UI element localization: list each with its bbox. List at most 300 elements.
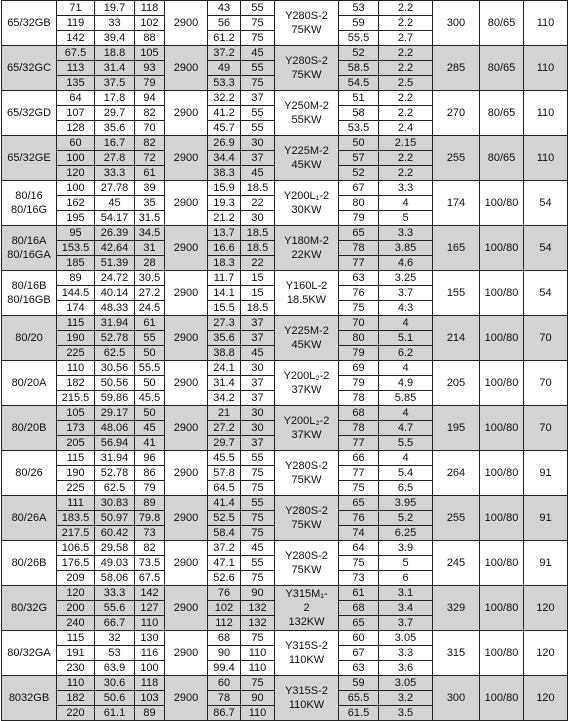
speed-cell: 2900	[165, 586, 208, 631]
flow-ls-cell: 26.39	[95, 226, 135, 241]
npshr-cell: 4	[379, 196, 433, 211]
table-row	[2, 541, 568, 556]
flow-m3h-cell: 225	[57, 481, 95, 496]
efficiency-cell: 63	[339, 271, 379, 286]
flow-ls-cell: 27.78	[95, 181, 135, 196]
motor-power-cell: 75	[241, 481, 275, 496]
npshr-cell: 2.2	[379, 1, 433, 16]
npshr-cell: 5.1	[379, 331, 433, 346]
motor-power-cell: 110	[241, 706, 275, 721]
flow-ls-cell: 52.78	[95, 466, 135, 481]
head-cell: 118	[135, 676, 165, 691]
npshr-cell: 4	[379, 406, 433, 421]
model-cell: 80/16 80/16G	[2, 181, 57, 226]
flow-ls-cell: 58.06	[95, 571, 135, 586]
flow-m3h-cell: 128	[57, 121, 95, 136]
npsh-cell: 195	[433, 406, 480, 451]
flow-ls-cell: 31.94	[95, 451, 135, 466]
flow-ls-cell: 29.17	[95, 406, 135, 421]
efficiency-cell: 68	[339, 601, 379, 616]
weight-cell: 91	[524, 496, 568, 541]
shaft-power-cell: 61.2	[208, 31, 241, 46]
shaft-power-cell: 34.4	[208, 151, 241, 166]
speed-cell: 2900	[165, 631, 208, 676]
motor-model-cell: Y225M-2 45KW	[275, 316, 339, 361]
efficiency-cell: 58.5	[339, 61, 379, 76]
model-cell: 80/20A	[2, 361, 57, 406]
npshr-cell: 4	[379, 451, 433, 466]
motor-power-cell: 18.5	[241, 226, 275, 241]
shaft-power-cell: 34.2	[208, 391, 241, 406]
head-cell: 34.5	[135, 226, 165, 241]
efficiency-cell: 65	[339, 616, 379, 631]
npsh-cell: 264	[433, 451, 480, 496]
inlet-outlet-cell: 100/80	[480, 271, 524, 316]
head-cell: 70	[135, 121, 165, 136]
flow-ls-cell: 61.1	[95, 706, 135, 721]
head-cell: 39	[135, 181, 165, 196]
npshr-cell: 4.9	[379, 376, 433, 391]
motor-power-cell: 132	[241, 616, 275, 631]
weight-cell: 54	[524, 226, 568, 271]
flow-m3h-cell: 190	[57, 331, 95, 346]
npsh-cell: 165	[433, 226, 480, 271]
motor-power-cell: 22	[241, 196, 275, 211]
speed-cell: 2900	[165, 496, 208, 541]
shaft-power-cell: 52.5	[208, 511, 241, 526]
npsh-cell: 315	[433, 631, 480, 676]
npshr-cell: 2.2	[379, 151, 433, 166]
shaft-power-cell: 43	[208, 1, 241, 16]
head-cell: 110	[135, 616, 165, 631]
motor-power-cell: 15	[241, 271, 275, 286]
efficiency-cell: 79	[339, 376, 379, 391]
inlet-outlet-cell: 100/80	[480, 406, 524, 451]
flow-m3h-cell: 113	[57, 61, 95, 76]
head-cell: 102	[135, 16, 165, 31]
motor-model-cell: Y280S-2 75KW	[275, 541, 339, 586]
npsh-cell: 300	[433, 1, 480, 46]
motor-model-cell: Y180M-2 22KW	[275, 226, 339, 271]
npshr-cell: 5	[379, 211, 433, 226]
speed-cell: 2900	[165, 1, 208, 46]
efficiency-cell: 70	[339, 316, 379, 331]
shaft-power-cell: 76	[208, 586, 241, 601]
flow-ls-cell: 66.7	[95, 616, 135, 631]
npshr-cell: 2.2	[379, 166, 433, 181]
flow-m3h-cell: 162	[57, 196, 95, 211]
weight-cell: 91	[524, 541, 568, 586]
shaft-power-cell: 49	[208, 61, 241, 76]
npsh-cell: 270	[433, 91, 480, 136]
npshr-cell: 2.2	[379, 16, 433, 31]
efficiency-cell: 79	[339, 346, 379, 361]
flow-ls-cell: 48.06	[95, 421, 135, 436]
shaft-power-cell: 29.7	[208, 436, 241, 451]
head-cell: 27.2	[135, 286, 165, 301]
speed-cell: 2900	[165, 136, 208, 181]
table-row	[2, 316, 568, 331]
flow-ls-cell: 33.3	[95, 586, 135, 601]
weight-cell: 110	[524, 1, 568, 46]
npshr-cell: 3.95	[379, 496, 433, 511]
motor-power-cell: 75	[241, 76, 275, 91]
efficiency-cell: 53	[339, 1, 379, 16]
model-cell: 80/16A 80/16GA	[2, 226, 57, 271]
motor-power-cell: 30	[241, 421, 275, 436]
efficiency-cell: 68	[339, 406, 379, 421]
flow-m3h-cell: 190	[57, 466, 95, 481]
shaft-power-cell: 86.7	[208, 706, 241, 721]
head-cell: 61	[135, 316, 165, 331]
npshr-cell: 4.3	[379, 301, 433, 316]
inlet-outlet-cell: 80/65	[480, 46, 524, 91]
npshr-cell: 6.5	[379, 481, 433, 496]
motor-power-cell: 132	[241, 601, 275, 616]
flow-ls-cell: 54.17	[95, 211, 135, 226]
flow-ls-cell: 60.42	[95, 526, 135, 541]
flow-m3h-cell: 240	[57, 616, 95, 631]
motor-power-cell: 55	[241, 1, 275, 16]
motor-power-cell: 18.5	[241, 241, 275, 256]
weight-cell: 120	[524, 676, 568, 721]
speed-cell: 2900	[165, 316, 208, 361]
shaft-power-cell: 21	[208, 406, 241, 421]
head-cell: 105	[135, 46, 165, 61]
npshr-cell: 2.7	[379, 31, 433, 46]
flow-m3h-cell: 142	[57, 31, 95, 46]
npshr-cell: 6.2	[379, 346, 433, 361]
efficiency-cell: 59	[339, 676, 379, 691]
head-cell: 82	[135, 541, 165, 556]
weight-cell: 110	[524, 136, 568, 181]
inlet-outlet-cell: 100/80	[480, 226, 524, 271]
flow-m3h-cell: 100	[57, 151, 95, 166]
head-cell: 130	[135, 631, 165, 646]
shaft-power-cell: 99.4	[208, 661, 241, 676]
shaft-power-cell: 53.3	[208, 76, 241, 91]
efficiency-cell: 67	[339, 646, 379, 661]
speed-cell: 2900	[165, 181, 208, 226]
npsh-cell: 255	[433, 496, 480, 541]
head-cell: 35	[135, 196, 165, 211]
table-row	[2, 46, 568, 61]
flow-m3h-cell: 60	[57, 136, 95, 151]
flow-ls-cell: 35.6	[95, 121, 135, 136]
motor-model-cell: Y315S-2 110KW	[275, 676, 339, 721]
head-cell: 142	[135, 586, 165, 601]
inlet-outlet-cell: 100/80	[480, 361, 524, 406]
motor-power-cell: 37	[241, 331, 275, 346]
motor-power-cell: 90	[241, 586, 275, 601]
efficiency-cell: 52	[339, 166, 379, 181]
weight-cell: 91	[524, 451, 568, 496]
motor-power-cell: 37	[241, 151, 275, 166]
motor-power-cell: 110	[241, 661, 275, 676]
motor-model-cell: Y200L₂-2 37KW	[275, 361, 339, 406]
shaft-power-cell: 16.6	[208, 241, 241, 256]
motor-power-cell: 45	[241, 541, 275, 556]
speed-cell: 2900	[165, 271, 208, 316]
efficiency-cell: 67	[339, 181, 379, 196]
efficiency-cell: 73	[339, 571, 379, 586]
npshr-cell: 2.4	[379, 121, 433, 136]
npshr-cell: 3.7	[379, 286, 433, 301]
head-cell: 45	[135, 421, 165, 436]
weight-cell: 120	[524, 631, 568, 676]
inlet-outlet-cell: 100/80	[480, 631, 524, 676]
motor-power-cell: 55	[241, 451, 275, 466]
speed-cell: 2900	[165, 46, 208, 91]
flow-m3h-cell: 71	[57, 1, 95, 16]
flow-ls-cell: 17.8	[95, 91, 135, 106]
flow-m3h-cell: 135	[57, 76, 95, 91]
motor-model-cell: Y280S-2 75KW	[275, 46, 339, 91]
speed-cell: 2900	[165, 91, 208, 136]
head-cell: 100	[135, 661, 165, 676]
head-cell: 55	[135, 331, 165, 346]
flow-m3h-cell: 217.5	[57, 526, 95, 541]
efficiency-cell: 80	[339, 331, 379, 346]
motor-model-cell: Y200L₂-2 37KW	[275, 406, 339, 451]
efficiency-cell: 53.5	[339, 121, 379, 136]
efficiency-cell: 52	[339, 46, 379, 61]
shaft-power-cell: 14.1	[208, 286, 241, 301]
npshr-cell: 3.25	[379, 271, 433, 286]
flow-m3h-cell: 230	[57, 661, 95, 676]
flow-ls-cell: 50.56	[95, 376, 135, 391]
npshr-cell: 6.25	[379, 526, 433, 541]
table-row	[2, 586, 568, 601]
shaft-power-cell: 32.2	[208, 91, 241, 106]
npshr-cell: 2.2	[379, 46, 433, 61]
weight-cell: 70	[524, 316, 568, 361]
head-cell: 50	[135, 346, 165, 361]
shaft-power-cell: 78	[208, 691, 241, 706]
flow-ls-cell: 30.56	[95, 361, 135, 376]
motor-model-cell: Y200L₁-2 30KW	[275, 181, 339, 226]
model-cell: 65/32GE	[2, 136, 57, 181]
shaft-power-cell: 52.6	[208, 571, 241, 586]
motor-power-cell: 45	[241, 46, 275, 61]
npshr-cell: 3.1	[379, 586, 433, 601]
inlet-outlet-cell: 80/65	[480, 91, 524, 136]
head-cell: 79	[135, 76, 165, 91]
table-row	[2, 631, 568, 646]
npshr-cell: 4.7	[379, 421, 433, 436]
speed-cell: 2900	[165, 676, 208, 721]
shaft-power-cell: 41.2	[208, 106, 241, 121]
flow-m3h-cell: 105	[57, 406, 95, 421]
flow-ls-cell: 33	[95, 16, 135, 31]
motor-power-cell: 55	[241, 556, 275, 571]
head-cell: 55.5	[135, 361, 165, 376]
flow-ls-cell: 31.4	[95, 61, 135, 76]
model-cell: 65/32GC	[2, 46, 57, 91]
model-cell: 65/32GD	[2, 91, 57, 136]
npshr-cell: 5	[379, 556, 433, 571]
flow-ls-cell: 62.5	[95, 346, 135, 361]
flow-ls-cell: 50.6	[95, 691, 135, 706]
flow-m3h-cell: 144.5	[57, 286, 95, 301]
efficiency-cell: 80	[339, 196, 379, 211]
motor-power-cell: 15	[241, 286, 275, 301]
motor-power-cell: 75	[241, 511, 275, 526]
npshr-cell: 4	[379, 361, 433, 376]
npshr-cell: 3.3	[379, 181, 433, 196]
shaft-power-cell: 45.5	[208, 451, 241, 466]
head-cell: 79	[135, 481, 165, 496]
flow-m3h-cell: 176.5	[57, 556, 95, 571]
flow-m3h-cell: 200	[57, 601, 95, 616]
table-row	[2, 496, 568, 511]
head-cell: 93	[135, 61, 165, 76]
efficiency-cell: 65	[339, 226, 379, 241]
motor-power-cell: 18.5	[241, 301, 275, 316]
efficiency-cell: 77	[339, 466, 379, 481]
motor-power-cell: 30	[241, 136, 275, 151]
shaft-power-cell: 45.7	[208, 121, 241, 136]
efficiency-cell: 61	[339, 586, 379, 601]
table-row	[2, 361, 568, 376]
npsh-cell: 329	[433, 586, 480, 631]
inlet-outlet-cell: 100/80	[480, 451, 524, 496]
table-row	[2, 271, 568, 286]
motor-model-cell: Y280S-2 75KW	[275, 496, 339, 541]
shaft-power-cell: 38.8	[208, 346, 241, 361]
shaft-power-cell: 41.4	[208, 496, 241, 511]
efficiency-cell: 76	[339, 286, 379, 301]
flow-m3h-cell: 205	[57, 436, 95, 451]
shaft-power-cell: 90	[208, 646, 241, 661]
flow-m3h-cell: 67.5	[57, 46, 95, 61]
motor-power-cell: 30	[241, 361, 275, 376]
npsh-cell: 300	[433, 676, 480, 721]
shaft-power-cell: 27.3	[208, 316, 241, 331]
model-cell: 80/32G	[2, 586, 57, 631]
shaft-power-cell: 13.7	[208, 226, 241, 241]
weight-cell: 110	[524, 91, 568, 136]
flow-ls-cell: 24.72	[95, 271, 135, 286]
motor-model-cell: Y315M₁- 2 132KW	[275, 586, 339, 631]
flow-ls-cell: 63.9	[95, 661, 135, 676]
npshr-cell: 3.6	[379, 661, 433, 676]
motor-power-cell: 37	[241, 436, 275, 451]
shaft-power-cell: 19.3	[208, 196, 241, 211]
npsh-cell: 174	[433, 181, 480, 226]
flow-ls-cell: 16.7	[95, 136, 135, 151]
shaft-power-cell: 11.7	[208, 271, 241, 286]
efficiency-cell: 60	[339, 631, 379, 646]
motor-model-cell: Y315S-2 110KW	[275, 631, 339, 676]
efficiency-cell: 69	[339, 361, 379, 376]
flow-m3h-cell: 120	[57, 166, 95, 181]
efficiency-cell: 75	[339, 301, 379, 316]
head-cell: 73.5	[135, 556, 165, 571]
shaft-power-cell: 112	[208, 616, 241, 631]
flow-ls-cell: 56.94	[95, 436, 135, 451]
model-cell: 80/20	[2, 316, 57, 361]
flow-m3h-cell: 182	[57, 376, 95, 391]
flow-ls-cell: 30.6	[95, 676, 135, 691]
spec-table-body	[2, 1, 568, 721]
npsh-cell: 285	[433, 46, 480, 91]
flow-m3h-cell: 111	[57, 496, 95, 511]
npshr-cell: 3.2	[379, 691, 433, 706]
efficiency-cell: 65	[339, 496, 379, 511]
inlet-outlet-cell: 100/80	[480, 316, 524, 361]
shaft-power-cell: 31.4	[208, 376, 241, 391]
efficiency-cell: 79	[339, 211, 379, 226]
flow-m3h-cell: 119	[57, 16, 95, 31]
model-cell: 80/26	[2, 451, 57, 496]
efficiency-cell: 54.5	[339, 76, 379, 91]
flow-m3h-cell: 89	[57, 271, 95, 286]
flow-m3h-cell: 110	[57, 361, 95, 376]
model-cell: 80/26B	[2, 541, 57, 586]
shaft-power-cell: 15.9	[208, 181, 241, 196]
table-row	[2, 406, 568, 421]
head-cell: 31	[135, 241, 165, 256]
flow-ls-cell: 29.7	[95, 106, 135, 121]
inlet-outlet-cell: 80/65	[480, 136, 524, 181]
head-cell: 50	[135, 376, 165, 391]
model-cell: 8032GB	[2, 676, 57, 721]
efficiency-cell: 75	[339, 556, 379, 571]
head-cell: 72	[135, 151, 165, 166]
flow-m3h-cell: 106.5	[57, 541, 95, 556]
flow-m3h-cell: 195	[57, 211, 95, 226]
motor-power-cell: 110	[241, 646, 275, 661]
model-cell: 80/20B	[2, 406, 57, 451]
shaft-power-cell: 56	[208, 16, 241, 31]
head-cell: 103	[135, 691, 165, 706]
npshr-cell: 2.5	[379, 76, 433, 91]
inlet-outlet-cell: 100/80	[480, 496, 524, 541]
motor-power-cell: 55	[241, 106, 275, 121]
flow-ls-cell: 49.03	[95, 556, 135, 571]
npsh-cell: 255	[433, 136, 480, 181]
efficiency-cell: 77	[339, 256, 379, 271]
npshr-cell: 3.9	[379, 541, 433, 556]
npshr-cell: 4.6	[379, 256, 433, 271]
shaft-power-cell: 64.5	[208, 481, 241, 496]
head-cell: 50	[135, 406, 165, 421]
weight-cell: 54	[524, 271, 568, 316]
inlet-outlet-cell: 100/80	[480, 586, 524, 631]
flow-m3h-cell: 174	[57, 301, 95, 316]
flow-m3h-cell: 115	[57, 316, 95, 331]
npshr-cell: 3.05	[379, 631, 433, 646]
efficiency-cell: 77	[339, 436, 379, 451]
head-cell: 24.5	[135, 301, 165, 316]
motor-power-cell: 37	[241, 91, 275, 106]
shaft-power-cell: 21.2	[208, 211, 241, 226]
shaft-power-cell: 37.2	[208, 541, 241, 556]
model-cell: 65/32GB	[2, 1, 57, 46]
npshr-cell: 3.4	[379, 601, 433, 616]
head-cell: 94	[135, 91, 165, 106]
weight-cell: 70	[524, 406, 568, 451]
flow-ls-cell: 45	[95, 196, 135, 211]
flow-ls-cell: 18.8	[95, 46, 135, 61]
shaft-power-cell: 37.2	[208, 46, 241, 61]
head-cell: 79.8	[135, 511, 165, 526]
flow-ls-cell: 50.97	[95, 511, 135, 526]
motor-power-cell: 37	[241, 316, 275, 331]
table-row	[2, 91, 568, 106]
head-cell: 127	[135, 601, 165, 616]
